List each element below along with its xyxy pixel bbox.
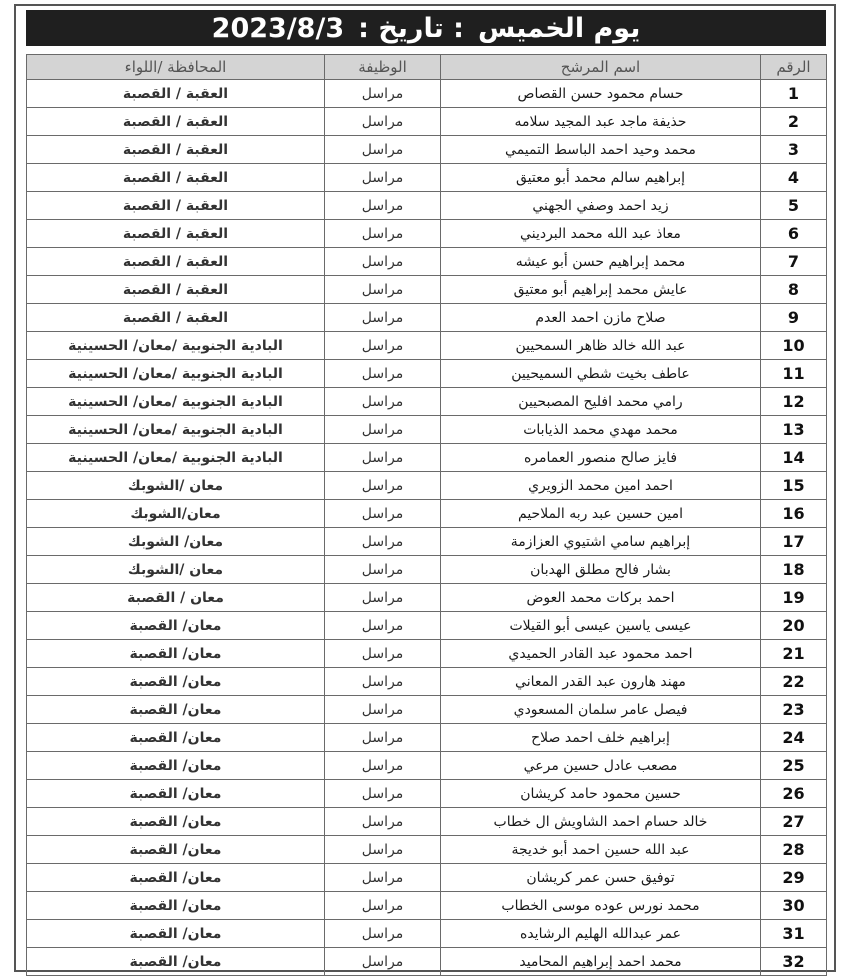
governorate: معان/ القصبة — [27, 724, 325, 752]
job-title: مراسل — [325, 584, 441, 612]
job-title: مراسل — [325, 668, 441, 696]
governorate: معان/ القصبة — [27, 864, 325, 892]
table-row — [27, 640, 827, 668]
row-number: 4 — [761, 164, 827, 192]
governorate: معان/ الشوبك — [27, 528, 325, 556]
candidate-name: فيصل عامر سلمان المسعودي — [441, 696, 761, 724]
governorate: العقبة / القصبة — [27, 164, 325, 192]
row-number: 2 — [761, 108, 827, 136]
row-number: 28 — [761, 836, 827, 864]
job-title: مراسل — [325, 80, 441, 108]
row-number: 1 — [761, 80, 827, 108]
table-row — [27, 136, 827, 164]
row-number: 15 — [761, 472, 827, 500]
row-number: 23 — [761, 696, 827, 724]
candidate-name: توفيق حسن عمر كريشان — [441, 864, 761, 892]
row-number: 30 — [761, 892, 827, 920]
row-number: 32 — [761, 948, 827, 976]
title-bar — [26, 10, 826, 46]
candidate-name: محمد إبراهيم حسن أبو عيشه — [441, 248, 761, 276]
governorate: معان /الشوبك — [27, 472, 325, 500]
table-header-row — [27, 55, 827, 80]
governorate: معان /الشوبك — [27, 556, 325, 584]
candidate-name: محمد احمد إبراهيم المحاميد — [441, 948, 761, 976]
candidate-name: عبد الله حسين احمد أبو خديجة — [441, 836, 761, 864]
job-title: مراسل — [325, 136, 441, 164]
candidate-name: عيسى ياسين عيسى أبو القيلات — [441, 612, 761, 640]
title-date: 2023/8/3 — [211, 12, 345, 44]
table-row — [27, 192, 827, 220]
job-title: مراسل — [325, 556, 441, 584]
table-row — [27, 696, 827, 724]
job-title: مراسل — [325, 640, 441, 668]
candidate-name: عاطف بخيت شطي السميحيين — [441, 360, 761, 388]
governorate: العقبة / القصبة — [27, 192, 325, 220]
candidate-name: حسام محمود حسن القصاص — [441, 80, 761, 108]
row-number: 5 — [761, 192, 827, 220]
document-page — [14, 4, 836, 972]
table-row — [27, 920, 827, 948]
governorate: معان/ القصبة — [27, 892, 325, 920]
candidate-name: خالد حسام احمد الشاويش ال خطاب — [441, 808, 761, 836]
governorate: معان/الشوبك — [27, 500, 325, 528]
table-row — [27, 388, 827, 416]
governorate: معان/ القصبة — [27, 780, 325, 808]
job-title: مراسل — [325, 864, 441, 892]
candidate-name: معاذ عبد الله محمد البرديني — [441, 220, 761, 248]
candidate-name: احمد محمود عبد القادر الحميدي — [441, 640, 761, 668]
candidate-name: إبراهيم خلف احمد صلاح — [441, 724, 761, 752]
job-title: مراسل — [325, 220, 441, 248]
row-number: 8 — [761, 276, 827, 304]
table-row — [27, 556, 827, 584]
row-number: 7 — [761, 248, 827, 276]
row-number: 31 — [761, 920, 827, 948]
job-title: مراسل — [325, 332, 441, 360]
job-title: مراسل — [325, 696, 441, 724]
title-date-label: : تاريخ : — [358, 12, 464, 44]
candidate-name: محمد نورس عوده موسى الخطاب — [441, 892, 761, 920]
column-header-number: الرقم — [761, 55, 827, 80]
row-number: 26 — [761, 780, 827, 808]
governorate: البادية الجنوبية /معان/ الحسينية — [27, 444, 325, 472]
governorate: معان/ القصبة — [27, 948, 325, 976]
table-row — [27, 528, 827, 556]
column-header-candidate-name: اسم المرشح — [441, 55, 761, 80]
governorate: العقبة / القصبة — [27, 220, 325, 248]
row-number: 9 — [761, 304, 827, 332]
row-number: 22 — [761, 668, 827, 696]
table-row — [27, 948, 827, 976]
job-title: مراسل — [325, 416, 441, 444]
candidate-name: عمر عبدالله الهليم الرشايده — [441, 920, 761, 948]
job-title: مراسل — [325, 388, 441, 416]
table-row — [27, 584, 827, 612]
candidate-name: مصعب عادل حسين مرعي — [441, 752, 761, 780]
row-number: 21 — [761, 640, 827, 668]
table-row — [27, 780, 827, 808]
row-number: 25 — [761, 752, 827, 780]
candidate-name: إبراهيم سامي اشتيوي العزازمة — [441, 528, 761, 556]
row-number: 19 — [761, 584, 827, 612]
candidate-name: صلاح مازن احمد العدم — [441, 304, 761, 332]
candidate-name: حذيفة ماجد عبد المجيد سلامه — [441, 108, 761, 136]
job-title: مراسل — [325, 500, 441, 528]
candidate-name: محمد وحيد احمد الباسط التميمي — [441, 136, 761, 164]
job-title: مراسل — [325, 780, 441, 808]
column-header-job: الوظيفة — [325, 55, 441, 80]
row-number: 16 — [761, 500, 827, 528]
row-number: 11 — [761, 360, 827, 388]
column-header-governorate: المحافظة /اللواء — [27, 55, 325, 80]
candidate-name: مهند هارون عبد القدر المعاني — [441, 668, 761, 696]
job-title: مراسل — [325, 920, 441, 948]
job-title: مراسل — [325, 472, 441, 500]
title-day: يوم الخميس — [477, 12, 641, 44]
table-row — [27, 724, 827, 752]
table-row — [27, 500, 827, 528]
job-title: مراسل — [325, 528, 441, 556]
job-title: مراسل — [325, 752, 441, 780]
candidate-name: عبد الله خالد ظاهر السمحيين — [441, 332, 761, 360]
candidate-name: احمد بركات محمد العوض — [441, 584, 761, 612]
row-number: 10 — [761, 332, 827, 360]
governorate: العقبة / القصبة — [27, 248, 325, 276]
candidate-name: إبراهيم سالم محمد أبو معتيق — [441, 164, 761, 192]
table-row — [27, 808, 827, 836]
table-row — [27, 416, 827, 444]
candidate-name: فايز صالح منصور العمامره — [441, 444, 761, 472]
table-row — [27, 472, 827, 500]
job-title: مراسل — [325, 192, 441, 220]
table-row — [27, 108, 827, 136]
table-row — [27, 752, 827, 780]
job-title: مراسل — [325, 360, 441, 388]
table-row — [27, 668, 827, 696]
job-title: مراسل — [325, 808, 441, 836]
job-title: مراسل — [325, 892, 441, 920]
governorate: معان/ القصبة — [27, 920, 325, 948]
table-row — [27, 444, 827, 472]
row-number: 29 — [761, 864, 827, 892]
row-number: 14 — [761, 444, 827, 472]
job-title: مراسل — [325, 612, 441, 640]
row-number: 20 — [761, 612, 827, 640]
table-row — [27, 836, 827, 864]
governorate: معان/ القصبة — [27, 612, 325, 640]
candidate-name: عايش محمد إبراهيم أبو معتيق — [441, 276, 761, 304]
governorate: البادية الجنوبية /معان/ الحسينية — [27, 388, 325, 416]
governorate: العقبة / القصبة — [27, 80, 325, 108]
job-title: مراسل — [325, 948, 441, 976]
governorate: العقبة / القصبة — [27, 304, 325, 332]
table-row — [27, 360, 827, 388]
table-row — [27, 220, 827, 248]
row-number: 18 — [761, 556, 827, 584]
governorate: العقبة / القصبة — [27, 136, 325, 164]
candidate-name: زيد احمد وصفي الجهني — [441, 192, 761, 220]
candidate-name: محمد مهدي محمد الذيابات — [441, 416, 761, 444]
governorate: معان/ القصبة — [27, 808, 325, 836]
governorate: العقبة / القصبة — [27, 108, 325, 136]
table-row — [27, 304, 827, 332]
table-row — [27, 164, 827, 192]
governorate: البادية الجنوبية /معان/ الحسينية — [27, 332, 325, 360]
job-title: مراسل — [325, 724, 441, 752]
candidate-name: امين حسين عبد ربه الملاحيم — [441, 500, 761, 528]
row-number: 12 — [761, 388, 827, 416]
job-title: مراسل — [325, 304, 441, 332]
table-row — [27, 332, 827, 360]
candidate-name: حسين محمود حامد كريشان — [441, 780, 761, 808]
governorate: البادية الجنوبية /معان/ الحسينية — [27, 360, 325, 388]
table-row — [27, 248, 827, 276]
row-number: 3 — [761, 136, 827, 164]
job-title: مراسل — [325, 444, 441, 472]
governorate: معان/ القصبة — [27, 640, 325, 668]
table-row — [27, 892, 827, 920]
job-title: مراسل — [325, 164, 441, 192]
governorate: معان/ القصبة — [27, 668, 325, 696]
governorate: معان/ القصبة — [27, 836, 325, 864]
candidates-table — [26, 54, 827, 976]
governorate: معان/ القصبة — [27, 696, 325, 724]
candidate-name: بشار فالح مطلق الهدبان — [441, 556, 761, 584]
table-row — [27, 864, 827, 892]
job-title: مراسل — [325, 276, 441, 304]
job-title: مراسل — [325, 248, 441, 276]
candidate-name: احمد امين محمد الزويري — [441, 472, 761, 500]
job-title: مراسل — [325, 836, 441, 864]
row-number: 6 — [761, 220, 827, 248]
table-row — [27, 80, 827, 108]
governorate: العقبة / القصبة — [27, 276, 325, 304]
row-number: 13 — [761, 416, 827, 444]
table-row — [27, 612, 827, 640]
governorate: معان/ القصبة — [27, 752, 325, 780]
row-number: 17 — [761, 528, 827, 556]
table-row — [27, 276, 827, 304]
job-title: مراسل — [325, 108, 441, 136]
governorate: معان / القصبة — [27, 584, 325, 612]
row-number: 27 — [761, 808, 827, 836]
row-number: 24 — [761, 724, 827, 752]
governorate: البادية الجنوبية /معان/ الحسينية — [27, 416, 325, 444]
candidate-name: رامي محمد افليح المصبحيين — [441, 388, 761, 416]
